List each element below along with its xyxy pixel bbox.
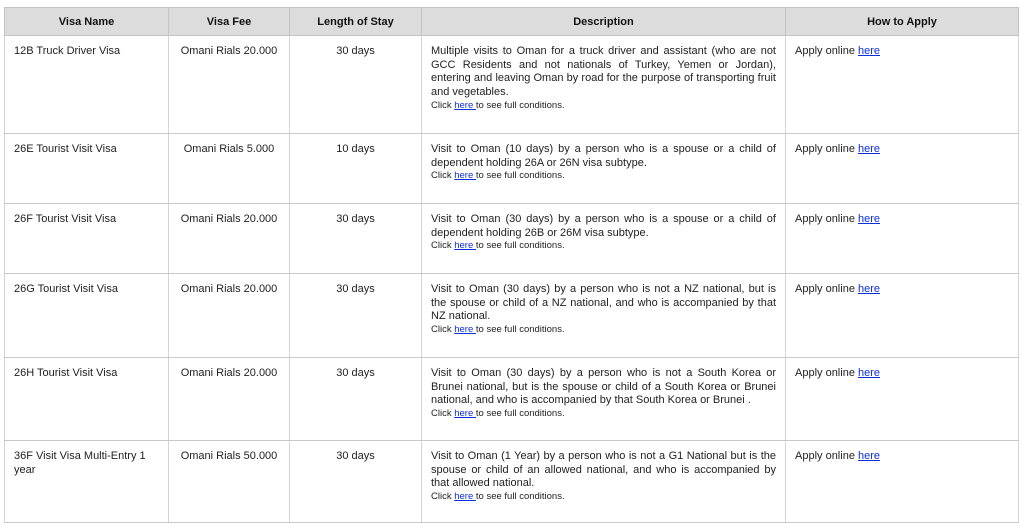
- header-how-to-apply: How to Apply: [786, 8, 1019, 36]
- conditions-link[interactable]: here: [454, 491, 476, 503]
- length-of-stay-cell: 30 days: [290, 36, 422, 134]
- length-of-stay-cell: 10 days: [290, 134, 422, 204]
- apply-online-text: Apply online: [795, 283, 858, 295]
- conditions-link[interactable]: here: [454, 240, 476, 252]
- length-of-stay-cell: 30 days: [290, 358, 422, 441]
- conditions-suffix: to see full conditions.: [475, 240, 565, 252]
- header-visa-fee: Visa Fee: [169, 8, 290, 36]
- header-length-of-stay: Length of Stay: [290, 8, 422, 36]
- table-row: [5, 441, 1019, 523]
- description-text: Visit to Oman (30 days) by a person who is not a NZ national, but is the spouse or child of a NZ national, and who is accompanied by that NZ national.: [431, 283, 776, 323]
- apply-online-link[interactable]: here: [858, 450, 881, 462]
- length-of-stay-cell: 30 days: [290, 441, 422, 523]
- conditions-prefix: Click: [431, 491, 455, 503]
- visa-fee-cell: Omani Rials 50.000: [169, 441, 290, 523]
- conditions-link[interactable]: here: [454, 99, 476, 111]
- conditions-prefix: Click: [431, 99, 455, 111]
- how-to-apply-cell: [786, 36, 1019, 134]
- visa-fee-cell: Omani Rials 20.000: [169, 36, 290, 134]
- visa-fee-cell: Omani Rials 20.000: [169, 358, 290, 441]
- visa-name-cell: 26H Tourist Visit Visa: [5, 358, 169, 441]
- apply-online-text: Apply online: [795, 450, 858, 462]
- description-cell: [422, 134, 786, 204]
- how-to-apply-cell: [786, 358, 1019, 441]
- visa-fee-cell: Omani Rials 20.000: [169, 204, 290, 274]
- visa-table-container: [4, 7, 1018, 523]
- visa-fee-cell: Omani Rials 20.000: [169, 274, 290, 358]
- table-row: [5, 204, 1019, 274]
- length-of-stay-cell: 30 days: [290, 274, 422, 358]
- conditions-prefix: Click: [431, 240, 455, 252]
- description-cell: [422, 204, 786, 274]
- apply-online-text: Apply online: [795, 143, 858, 155]
- conditions-suffix: to see full conditions.: [475, 491, 565, 503]
- length-of-stay-cell: 30 days: [290, 204, 422, 274]
- visa-table: [4, 7, 1019, 523]
- conditions-line: [431, 491, 776, 503]
- description-text: Multiple visits to Oman for a truck driver and assistant (who are not GCC Residents and not nationals of Turkey, Yemen or Jordan), entering and leaving Oman by road for the purpose of transporting fruit and vegetables.: [431, 45, 776, 99]
- apply-online-link[interactable]: here: [858, 45, 881, 57]
- conditions-prefix: Click: [431, 408, 455, 420]
- how-to-apply-cell: [786, 274, 1019, 358]
- conditions-line: [431, 324, 776, 336]
- description-text: Visit to Oman (1 Year) by a person who is not a G1 National but is the spouse or child of an allowed national, and who is accompanied by that allowed national.: [431, 450, 776, 490]
- apply-online-link[interactable]: here: [858, 367, 881, 379]
- visa-name-cell: 12B Truck Driver Visa: [5, 36, 169, 134]
- conditions-link[interactable]: here: [454, 408, 476, 420]
- apply-online-text: Apply online: [795, 367, 858, 379]
- conditions-prefix: Click: [431, 324, 455, 336]
- table-row: [5, 36, 1019, 134]
- table-row: [5, 358, 1019, 441]
- conditions-link[interactable]: here: [454, 170, 476, 182]
- apply-online-text: Apply online: [795, 213, 858, 225]
- table-header-row: [5, 8, 1019, 36]
- visa-name-cell: 36F Visit Visa Multi-Entry 1 year: [5, 441, 169, 523]
- visa-name-cell: 26E Tourist Visit Visa: [5, 134, 169, 204]
- description-cell: [422, 36, 786, 134]
- conditions-line: [431, 170, 776, 182]
- conditions-line: [431, 100, 776, 112]
- visa-name-cell: 26F Tourist Visit Visa: [5, 204, 169, 274]
- description-cell: [422, 358, 786, 441]
- apply-online-link[interactable]: here: [858, 283, 881, 295]
- conditions-suffix: to see full conditions.: [475, 170, 565, 182]
- description-text: Visit to Oman (30 days) by a person who is not a South Korea or Brunei national, but is the spouse or child of a South Korea or Brunei national, and who is accompanied by that South Korea or Brunei .: [431, 367, 776, 407]
- conditions-prefix: Click: [431, 170, 455, 182]
- visa-fee-cell: Omani Rials 5.000: [169, 134, 290, 204]
- conditions-line: [431, 240, 776, 252]
- conditions-suffix: to see full conditions.: [475, 324, 565, 336]
- conditions-line: [431, 408, 776, 420]
- header-description: Description: [422, 8, 786, 36]
- how-to-apply-cell: [786, 441, 1019, 523]
- conditions-suffix: to see full conditions.: [475, 99, 565, 111]
- header-visa-name: Visa Name: [5, 8, 169, 36]
- description-text: Visit to Oman (30 days) by a person who is a spouse or a child of dependent holding 26B or 26M visa subtype.: [431, 213, 776, 239]
- how-to-apply-cell: [786, 204, 1019, 274]
- description-cell: [422, 274, 786, 358]
- description-cell: [422, 441, 786, 523]
- how-to-apply-cell: [786, 134, 1019, 204]
- apply-online-text: Apply online: [795, 45, 858, 57]
- conditions-suffix: to see full conditions.: [475, 408, 565, 420]
- visa-name-cell: 26G Tourist Visit Visa: [5, 274, 169, 358]
- table-row: [5, 134, 1019, 204]
- description-text: Visit to Oman (10 days) by a person who is a spouse or a child of dependent holding 26A or 26N visa subtype.: [431, 143, 776, 169]
- conditions-link[interactable]: here: [454, 324, 476, 336]
- apply-online-link[interactable]: here: [858, 213, 881, 225]
- table-row: [5, 274, 1019, 358]
- apply-online-link[interactable]: here: [858, 143, 881, 155]
